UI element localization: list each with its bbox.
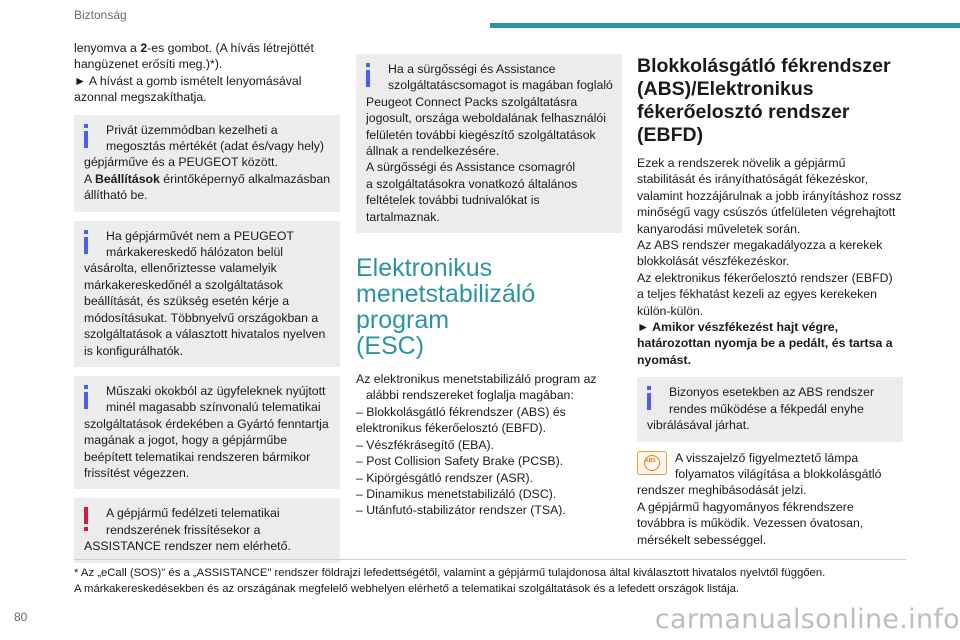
esc-intro: Az elektronikus menetstabilizáló program az alábbi rendszereket foglalja magában: [356,372,597,403]
info-icon [366,63,370,87]
footnote-divider [74,559,906,560]
info-icon [84,385,88,409]
intro-line: lenyomva a 2-es gombot. (A hívás létrejöttét [74,41,314,55]
info-note-privacy: Privát üzemmódban kezelheti a megosztás mértékét (adat és/vagy hely) gépjárműve és a PEUGEOT között. A Beállítások érintőképernyő alkalmazásban állítható be. [74,115,340,212]
section-title: Biztonság [74,8,127,22]
esc-system-list [356,404,622,519]
info-icon [84,230,88,254]
watermark: carmanualsonline.info [654,604,960,635]
info-note-dealer: Ha gépjárművét nem a PEUGEOT márkakereskedő hálózaton belül vásárolta, ellenőriztesse valamelyik márkakereskedőnél a szolgáltatások beállítását, és szükség esetén kérje a módosításukat. Többnyelvű országokban a szolgáltatások a választott hivatalos nyelven is konfigurálhatók. [74,221,340,367]
info-icon [84,124,88,148]
list-item: – Kipörgésgátló rendszer (ASR). [356,470,534,485]
abs-warning-lamp-icon: ABS [637,451,667,475]
header-accent-bar [490,23,960,28]
abs-heading: Blokkolásgátló fékrendszer (ABS)/Elektronikus fékerőelosztó rendszer (EBFD) [637,55,891,146]
page-number: 80 [14,610,28,624]
column-2 [356,61,622,519]
list-item: – Utánfutó-stabilizátor rendszer (TSA). [356,503,566,518]
column-3 [637,55,903,548]
info-icon [647,386,651,410]
list-item: – Dinamikus menetstabilizáló (DSC). [356,486,557,501]
info-note-assistance: Ha a sürgősségi és Assistance szolgáltatáscsomagot is magában foglaló Peugeot Connect Packs szolgáltatásra jogosult, országa weboldalának felhasználói felületén további kiegészítő szolgáltatások állnak a rendelkezésére. A sürgősségi és Assistance csomagról a szolgáltatásokra vonatkozó általános feltételek további tudnivalókat is tartalmaznak. [356,54,622,233]
info-note-abs: Bizonyos esetekben az ABS rendszer rendes működése a fékpedál enyhe vibrálásával járhat. [637,377,903,441]
abs-body: Ezek a rendszerek növelik a gépjármű stabilitását és irányíthatóságát fékezéskor, valamint hozzájárulnak a jobb irányításhoz rossz minőségű vagy csúszós útfelületen végrehajtott kanyarodási műveletek során. Az ABS rendszer megakadályozza a kerekek blokkolását vészfékezéskor. Az elektronikus fékerőelosztó rendszer (EBFD) a teljes fékhatást kezeli az egyes kerekeken külön-külön. ► Amikor vészfékezést hajt végre, határozottan nyomja be a pedált, és tartsa a nyomást. [637,156,902,367]
list-item: elektronikus fékerőelosztó (EBFD). [356,421,546,436]
esc-heading: Elektronikus menetstabilizáló program (ESC) [356,254,536,361]
warning-icon [84,507,88,531]
footnote: * Az „eCall (SOS)" és a „ASSISTANCE" rendszer földrajzi lefedettségétől, valamint a gépjármű tulajdonosa által kiválasztott hivatalos nyelvtől függően. A márkakereskedésekben és az országának megfelelő webhelyen elérhető a telematikai szolgáltatások és a lefedett országok listája. [74,567,826,595]
settings-term: Beállítások [94,171,160,186]
column-1 [74,40,340,563]
abs-warning-lamp-block: ABS A visszajelző figyelmeztető lámpa folyamatos világítása a blokkolásgátló rendszer meghibásodását jelzi. A gépjármű hagyományos fékrendszere továbbra is működik. Vezessen óvatosan, mérsékelt sebességgel. [637,450,882,547]
warning-note: A gépjármű fedélzeti telematikai rendszerének frissítésekor a ASSISTANCE rendszer nem elérhető. [74,498,340,562]
intro-line: ► A hívást a gomb ismételt lenyomásával [74,73,302,88]
list-item: – Vészfékrásegítő (EBA). [356,437,495,452]
list-item: – Blokkolásgátló fékrendszer (ABS) és [356,404,566,419]
info-note-updates: Műszaki okokból az ügyfeleknek nyújtott minél magasabb színvonalú telematikai szolgáltatások érdekében a Gyártó fenntartja magának a jogot, hogy a gépjárműbe beépített telematikai rendszeren bármikor frissítést végezzen. [74,376,340,489]
intro-paragraph [74,40,340,106]
list-item: – Post Collision Safety Brake (PCSB). [356,454,564,469]
intro-line: azonnal megszakíthatja. [74,90,207,105]
intro-line: hangüzenet erősíti meg.)*). [74,57,223,72]
